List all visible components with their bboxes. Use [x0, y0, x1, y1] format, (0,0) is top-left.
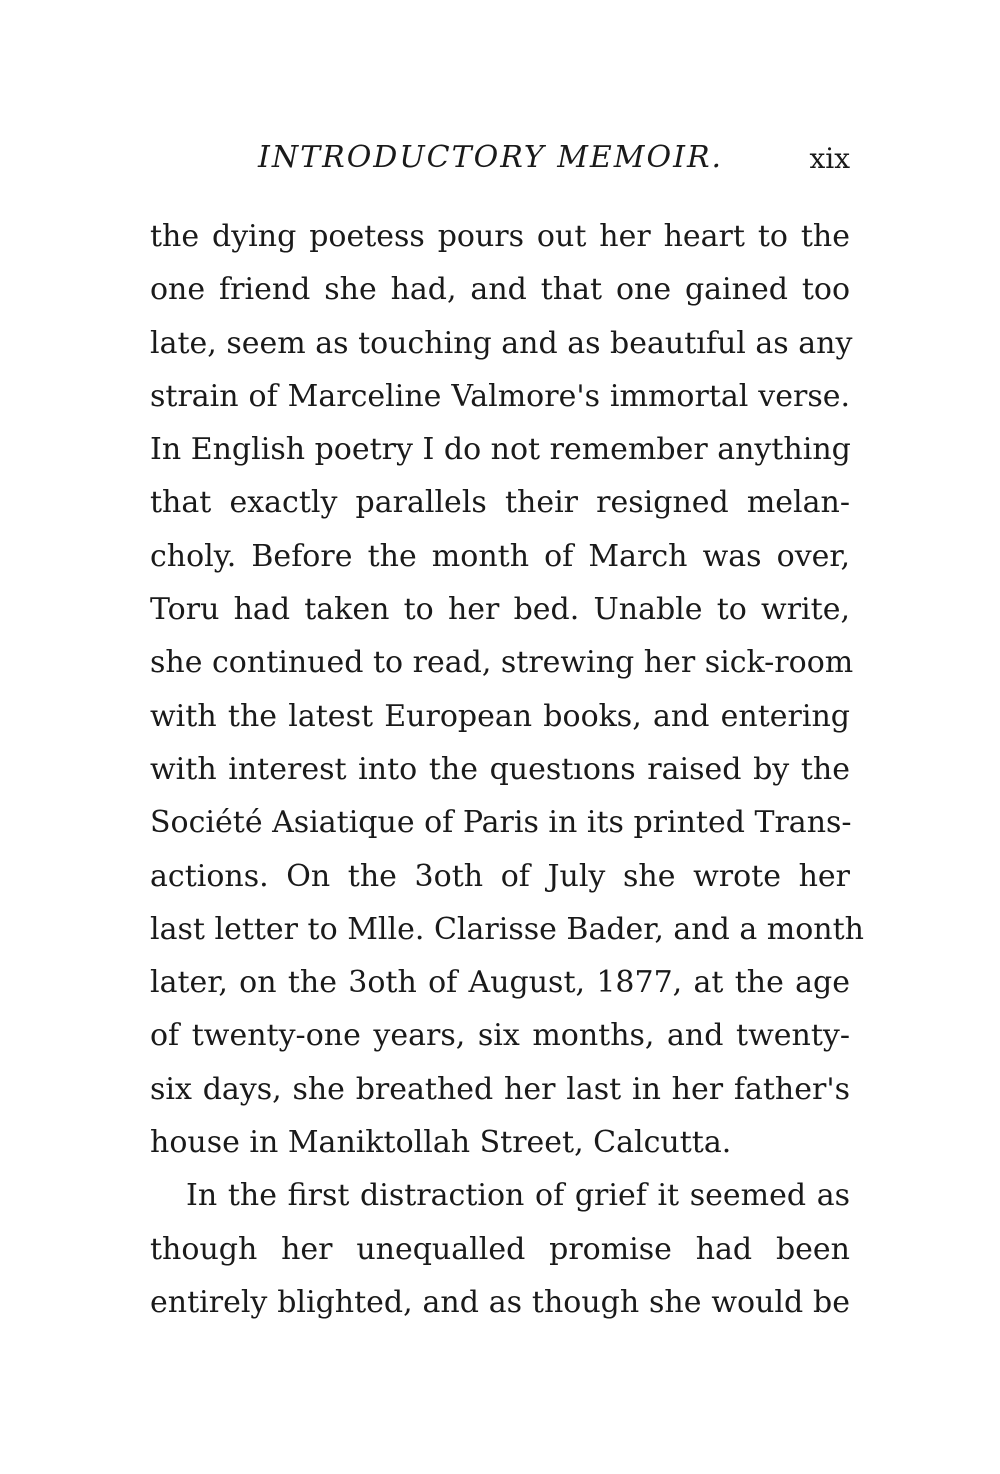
text-line: Société Asiatique of Paris in its printed Trans- [150, 805, 852, 841]
text-line: she continued to read, strewing her sick-room [150, 645, 854, 681]
text-line: late, seem as touching and as beautıful as any [150, 325, 853, 361]
text-line: house in Maniktollah Street, Calcutta. [150, 1125, 732, 1161]
page-header [150, 140, 850, 190]
text-line: six days, she breathed her last in her father's [150, 1071, 850, 1107]
text-line: later, on the 3oth of August, 1877, at the age [150, 965, 850, 1001]
text-line: of twenty-one years, six months, and twenty- [150, 1018, 850, 1054]
body-text [150, 210, 864, 1329]
paragraph [150, 1169, 850, 1329]
running-head: INTRODUCTORY MEMOIR. [258, 140, 724, 175]
text-line: actions. On the 3oth of July she wrote her [150, 858, 850, 894]
text-line: Toru had taken to her bed. Unable to write, [150, 592, 850, 628]
text-line: entirely blighted, and as though she would be [150, 1284, 850, 1320]
text-line: one friend she had, and that one gained too [150, 272, 850, 308]
text-line: strain of Marceline Valmore's immortal verse. [150, 378, 850, 414]
text-line: that exactly parallels their resigned melan- [150, 485, 850, 521]
text-line: In the first distraction of grief it seemed as [186, 1178, 850, 1214]
text-line: In English poetry I do not remember anything [150, 432, 851, 468]
text-line: with the latest European books, and entering [150, 698, 850, 734]
text-line: last letter to Mlle. Clarisse Bader, and a month [150, 911, 864, 947]
page-number: xix [809, 142, 850, 175]
text-line: the dying poetess pours out her heart to the [150, 219, 850, 254]
text-line: choly. Before the month of March was over, [150, 538, 850, 574]
text-line: with interest into the questıons raised by the [150, 751, 850, 787]
paragraph [150, 210, 864, 1169]
text-line: though her unequalled promise had been [150, 1231, 850, 1267]
